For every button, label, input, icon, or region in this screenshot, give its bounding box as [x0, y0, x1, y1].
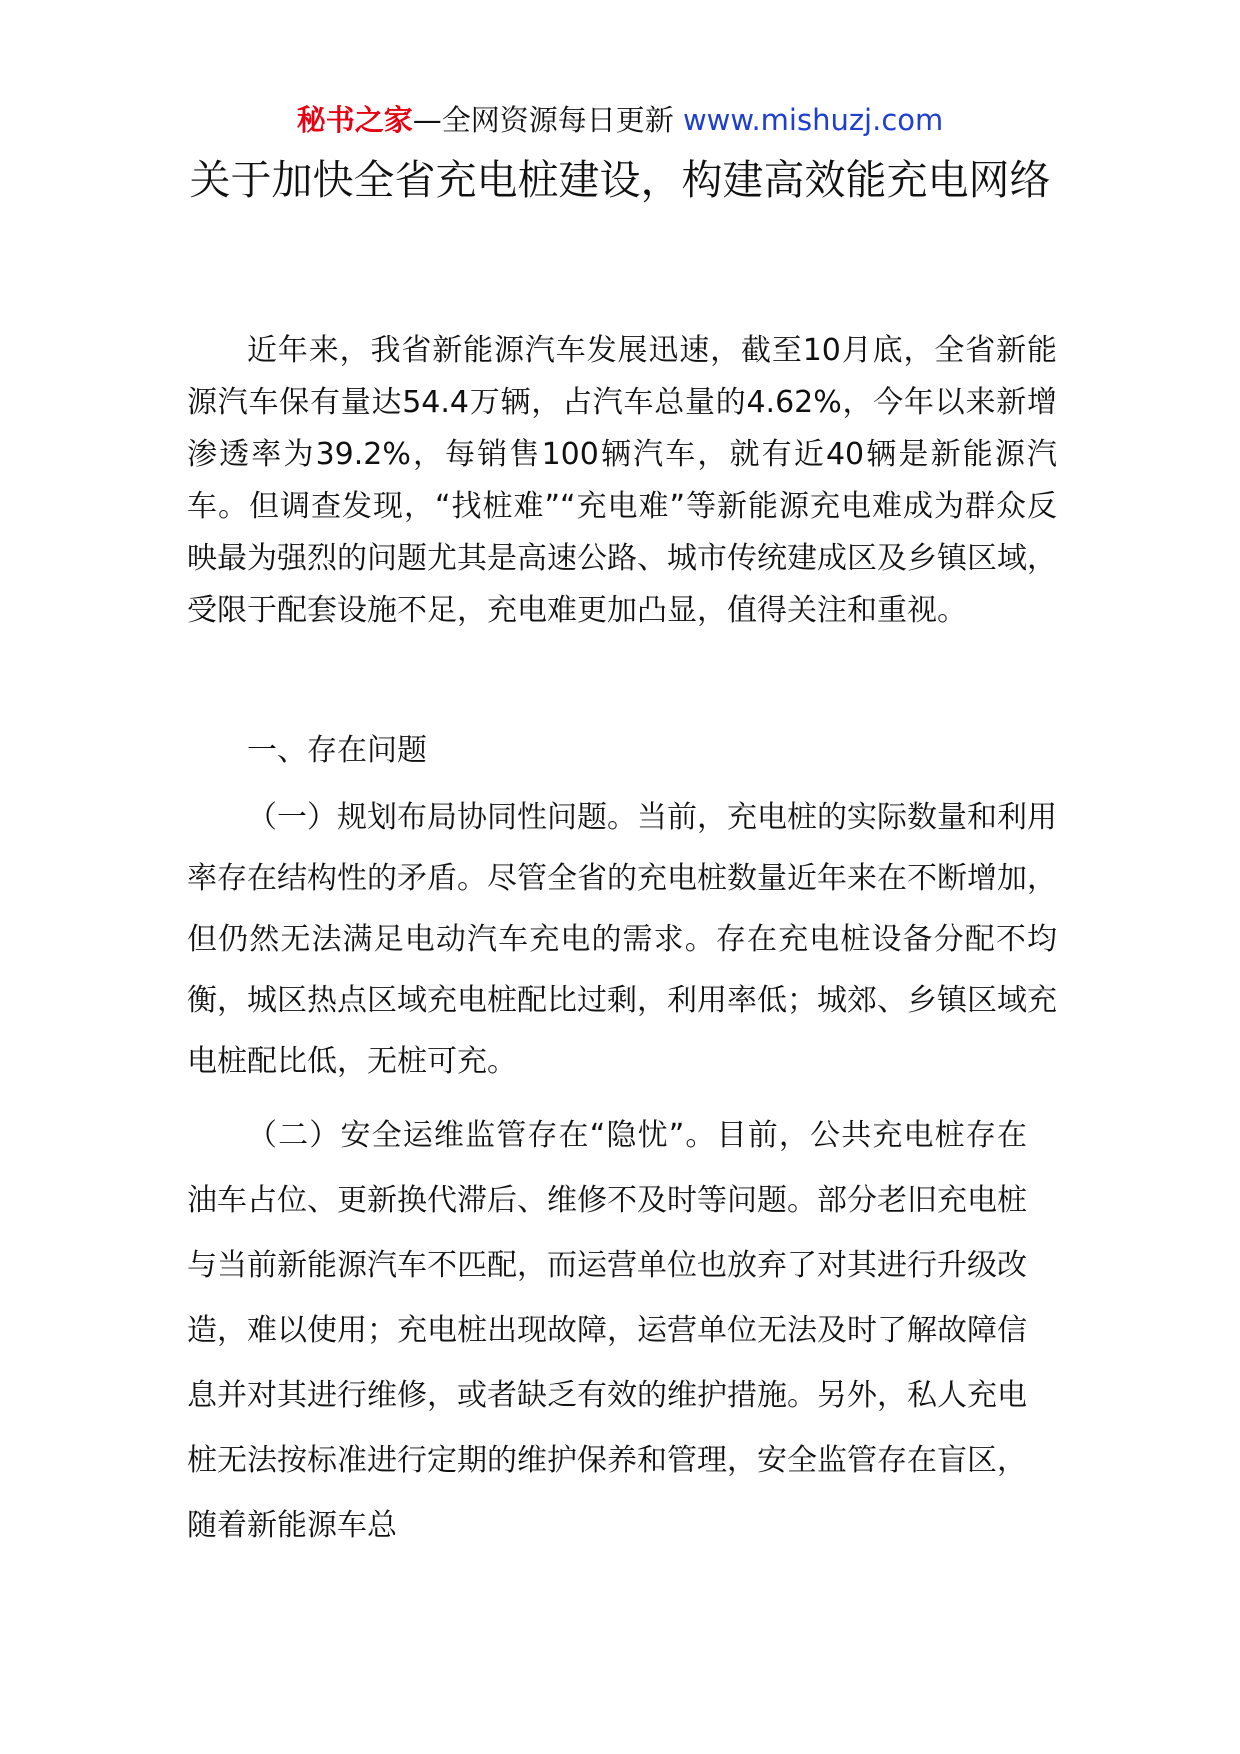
header-slogan: —全网资源每日更新	[412, 103, 674, 137]
section-heading-problems: 一、存在问题	[247, 733, 427, 768]
section-2-paragraph: （二）安全运维监管存在“隐忧”。目前，公共充电桩存在油车占位、更新换代滞后、维修不及时等问题。部分老旧充电桩与当前新能源汽车不匹配，而运营单位也放弃了对其进行升级改造，难以使用；充电桩出现故障，运营单位无法及时了解故障信息并对其进行维修，或者缺乏有效的维护措施。另外，私人充电桩无法按标准进行定期的维护保养和管理，安全监管存在盲区，随着新能源车总	[187, 1118, 1027, 1543]
brand-name: 秘书之家	[296, 103, 413, 137]
document-title: 关于加快全省充电桩建设，构建高效能充电网络	[189, 156, 1051, 204]
site-url-link[interactable]: www.mishuzj.com	[682, 103, 944, 137]
section-1-paragraph: （一）规划布局协同性问题。当前，充电桩的实际数量和利用率存在结构性的矛盾。尽管全省的充电桩数量近年来在不断增加，但仍然无法满足电动汽车充电的需求。存在充电桩设备分配不均衡，城区热点区域充电桩配比过剩，利用率低；城郊、乡镇区域充电桩配比低，无桩可充。	[187, 800, 1057, 1079]
site-header	[0, 100, 1240, 140]
intro-paragraph: 近年来，我省新能源汽车发展迅速，截至10月底，全省新能源汽车保有量达54.4万辆，占汽车总量的4.62%，今年以来新增渗透率为39.2%，每销售100辆汽车，就有近40辆是新能源汽车。但调查发现，“找桩难”“充电难”等新能源充电难成为群众反映最为强烈的问题尤其是高速公路、城市传统建成区及乡镇区域，受限于配套设施不足，充电难更加凸显，值得关注和重视。	[187, 333, 1057, 628]
